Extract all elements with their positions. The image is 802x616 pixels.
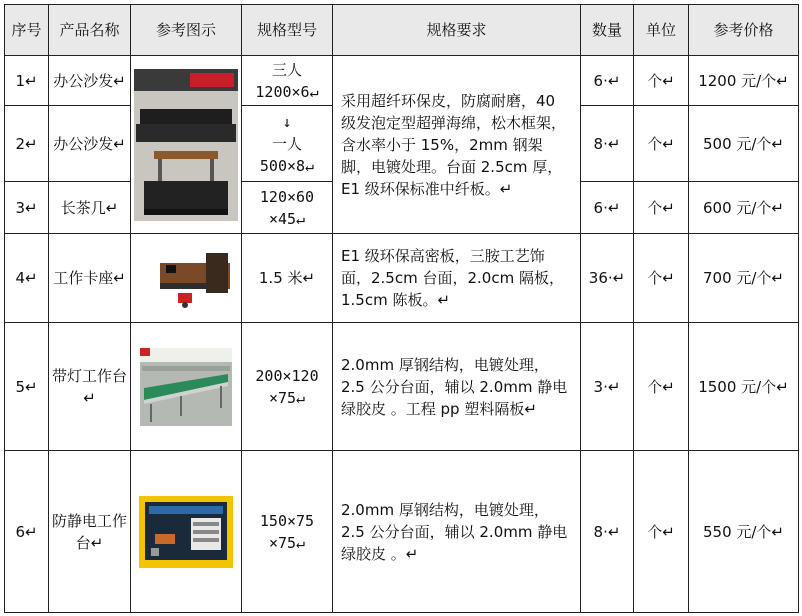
header-req: 规格要求	[333, 5, 581, 56]
cell-image-sofa	[131, 56, 242, 234]
header-spec: 规格型号	[242, 5, 333, 56]
header-image: 参考图示	[131, 5, 242, 56]
cell-unit: 个↵	[634, 56, 689, 106]
cell-name: 办公沙发↵	[49, 56, 131, 106]
header-qty: 数量	[581, 5, 634, 56]
cell-qty: 36·↵	[581, 234, 634, 323]
cell-unit: 个↵	[634, 182, 689, 234]
cell-image-esd-bench	[131, 451, 242, 613]
cell-no: 3↵	[5, 182, 49, 234]
sofa-photo	[134, 69, 238, 221]
cell-qty: 8·↵	[581, 451, 634, 613]
table-row	[5, 56, 799, 106]
header-unit: 单位	[634, 5, 689, 56]
cell-spec: 120×60 ×45↵	[242, 182, 333, 234]
cell-spec: 200×120 ×75↵	[242, 323, 333, 451]
cell-req: E1 级环保高密板，三胺工艺饰面，2.5cm 台面，2.0cm 隔板，1.5cm 陈板。↵	[333, 234, 581, 323]
cell-image-lamp-bench	[131, 323, 242, 451]
workstation-photo	[136, 243, 236, 313]
cell-unit: 个↵	[634, 234, 689, 323]
cell-name: 带灯工作台↵	[49, 323, 131, 451]
cell-spec: 三人 1200×6↵	[242, 56, 333, 106]
cell-price: 550 元/个↵	[689, 451, 799, 613]
cell-name: 防静电工作台↵	[49, 451, 131, 613]
cell-spec: 150×75 ×75↵	[242, 451, 333, 613]
cell-req-sofa: 采用超纤环保皮，防腐耐磨，40 级发泡定型超弹海绵，松木框架，含水率小于 15%，2mm 钢架脚，电镀处理。台面 2.5cm 厚，E1 级环保标准中纤板。↵	[333, 56, 581, 234]
cell-price: 600 元/个↵	[689, 182, 799, 234]
table-row	[5, 323, 799, 451]
cell-no: 5↵	[5, 323, 49, 451]
cell-name: 长茶几↵	[49, 182, 131, 234]
esd-bench-photo	[139, 496, 233, 568]
header-price: 参考价格	[689, 5, 799, 56]
cell-req: 2.0mm 厚钢结构，电镀处理，2.5 公分台面，辅以 2.0mm 静电绿胶皮 。↵	[333, 451, 581, 613]
table-row	[5, 234, 799, 323]
cell-no: 2↵	[5, 106, 49, 182]
cell-qty: 3·↵	[581, 323, 634, 451]
cell-qty: 8·↵	[581, 106, 634, 182]
cell-price: 500 元/个↵	[689, 106, 799, 182]
lamp-bench-photo	[140, 348, 232, 426]
cell-spec: ↓ 一人 500×8↵	[242, 106, 333, 182]
cell-unit: 个↵	[634, 106, 689, 182]
cell-price: 1500 元/个↵	[689, 323, 799, 451]
cell-name: 工作卡座↵	[49, 234, 131, 323]
cell-unit: 个↵	[634, 323, 689, 451]
cell-no: 6↵	[5, 451, 49, 613]
cell-price: 700 元/个↵	[689, 234, 799, 323]
cell-image-workstation	[131, 234, 242, 323]
cell-spec: 1.5 米↵	[242, 234, 333, 323]
header-name: 产品名称	[49, 5, 131, 56]
cell-req: 2.0mm 厚钢结构，电镀处理，2.5 公分台面，辅以 2.0mm 静电绿胶皮 。工程 pp 塑料隔板↵	[333, 323, 581, 451]
header-row	[5, 5, 799, 56]
cell-no: 1↵	[5, 56, 49, 106]
cell-qty: 6·↵	[581, 182, 634, 234]
cell-price: 1200 元/个↵	[689, 56, 799, 106]
cell-name: 办公沙发↵	[49, 106, 131, 182]
cell-unit: 个↵	[634, 451, 689, 613]
cell-qty: 6·↵	[581, 56, 634, 106]
table-row	[5, 451, 799, 613]
product-spec-table	[4, 4, 799, 613]
cell-no: 4↵	[5, 234, 49, 323]
header-no: 序号	[5, 5, 49, 56]
